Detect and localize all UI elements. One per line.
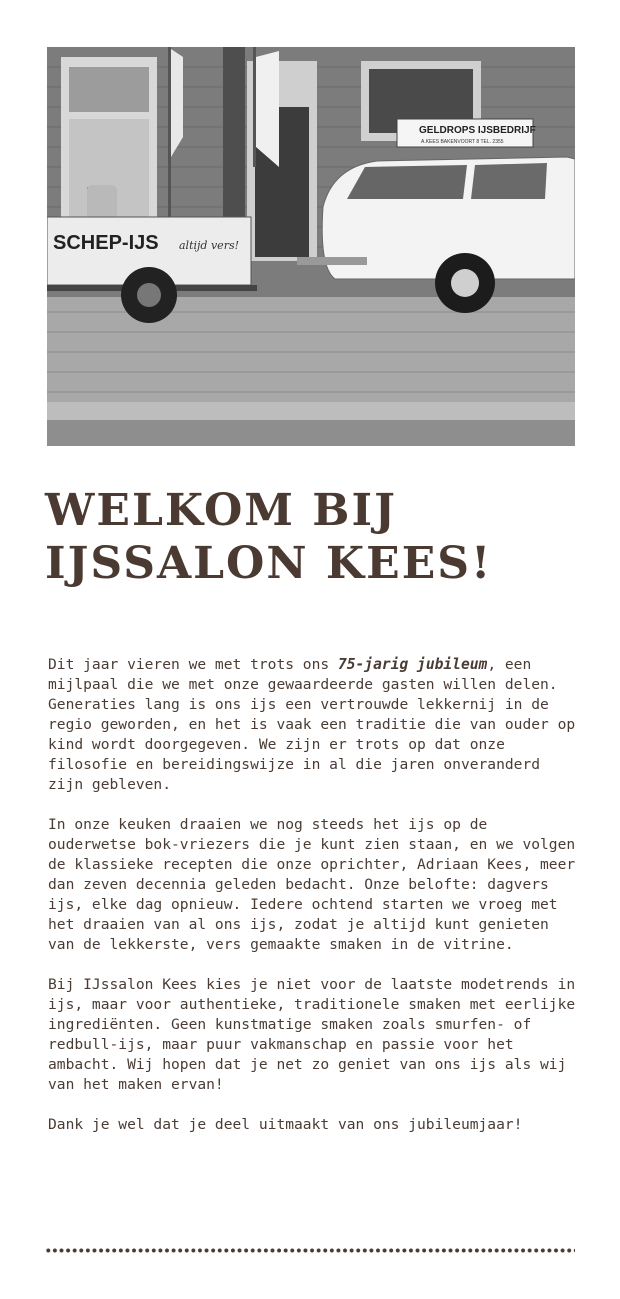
intro-paragraph	[48, 655, 578, 795]
trailer-sign: SCHEP-IJS	[53, 232, 159, 254]
historic-photo	[47, 47, 575, 446]
car-sign: GELDROPS IJSBEDRIJF	[419, 125, 536, 136]
title-line-2: IJSSALON KEES!	[45, 538, 493, 589]
title-line-1: WELKOM BIJ	[45, 485, 397, 536]
article-body	[48, 655, 578, 1155]
page-title	[45, 484, 585, 590]
dotted-divider	[45, 1248, 575, 1253]
paragraph-kitchen: In onze keuken draaien we nog steeds het ijs op de ouderwetse bok-vriezers die je kunt zien staan, en we volgen de klassieke recepten die onze oprichter, Adriaan Kees, meer dan zeven decennia geleden bedacht. Onze belofte: dagvers ijs, elke dag opnieuw. Iedere ochtend starten we vroeg met het draaien van al ons ijs, zodat je altijd kunt genieten van de lekkerste, vers gemaakte smaken in de vitrine.	[48, 816, 576, 953]
paragraph-thanks: Dank je wel dat je deel uitmaakt van ons jubileumjaar!	[48, 1116, 523, 1133]
intro-text-after: , een mijlpaal die we met onze gewaardeerde gasten willen delen. Generaties lang is ons ijs een vertrouwde lekkernij in de regio geworden, en het is vaak een traditie die van ouder op kind wordt doorgegeven. We zijn er trots op dat onze filosofie en bereidingswijze in al die jaren onveranderd zijn gebleven.	[48, 656, 576, 793]
trailer-slogan: altijd vers!	[179, 239, 240, 252]
jubilee-highlight: 75-jarig jubileum	[337, 656, 488, 673]
intro-text-before: Dit jaar vieren we met trots ons	[48, 656, 338, 673]
car-sign-sub: A.KEES BAKENVOORT 8 TEL. 2355	[421, 139, 504, 145]
paragraph-tradition: Bij IJssalon Kees kies je niet voor de laatste modetrends in ijs, maar voor authentieke, traditionele smaken met eerlijke ingrediënten. Geen kunstmatige smaken zoals smurfen- of redbull-ijs, maar puur vakmanschap en passie voor het ambacht. Wij hopen dat je net zo geniet van ons ijs als wij van het maken ervan!	[48, 976, 576, 1093]
